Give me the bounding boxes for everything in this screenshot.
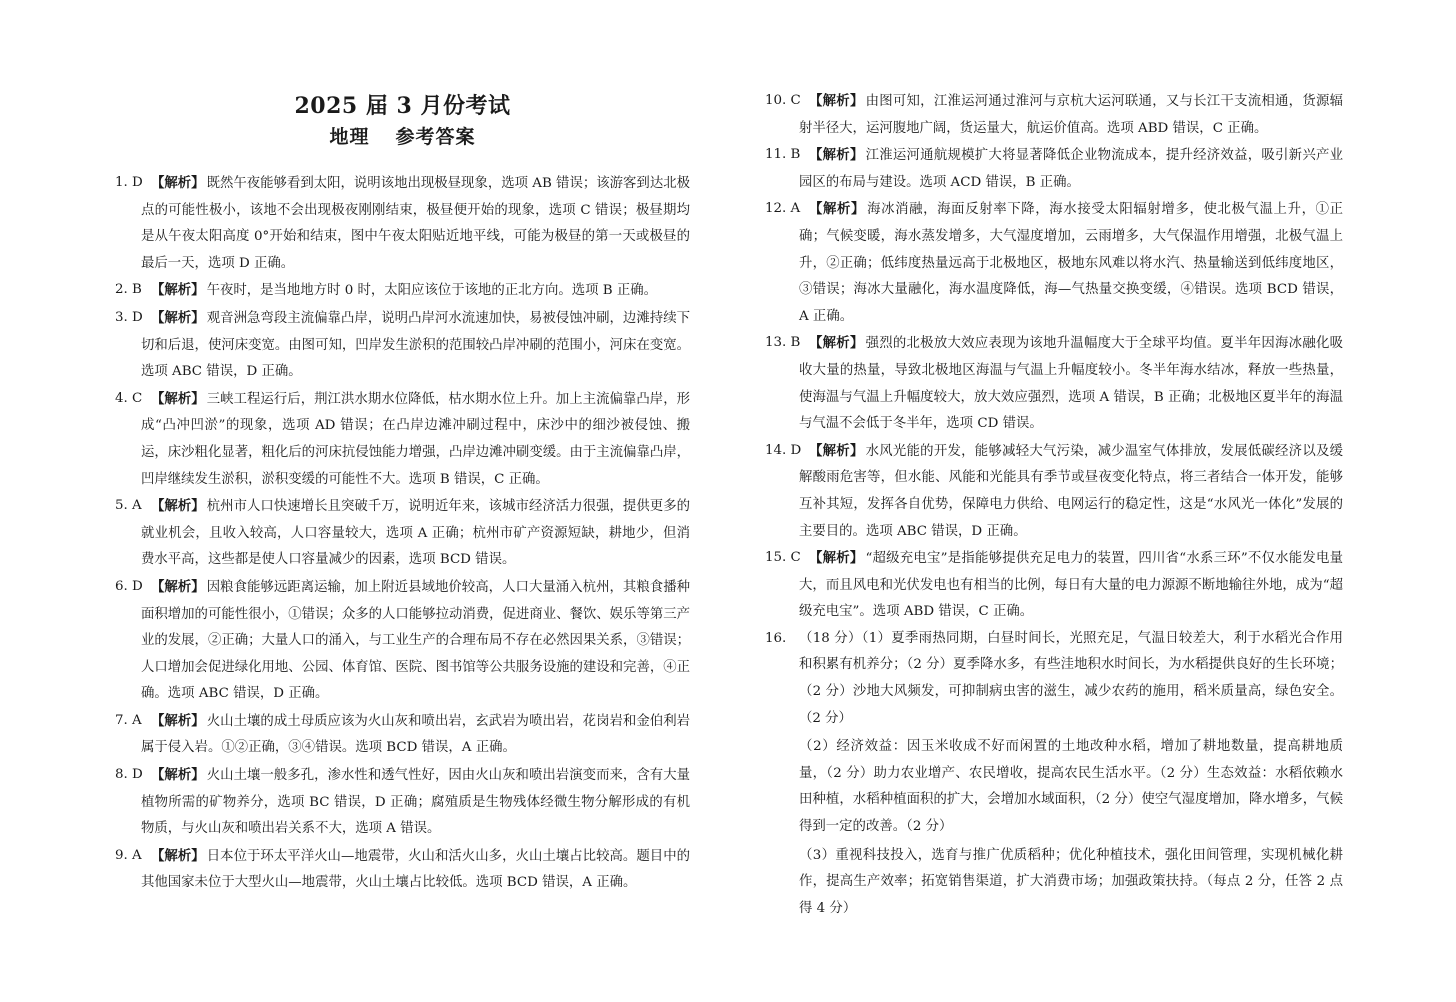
answer-text: 强烈的北极放大效应表现为该地升温幅度大于全球平均值。夏半年因海冰融化吸收大量的热量，导致北极地区海温与气温上升幅度较小。冬半年海水结冰，释放一些热量，使海温与气温上升幅度较大，放大效应强烈，选项 A 错误，B 正确；北极地区夏半年的海温与气温不会低于冬半年，选项 CD 错误。: [799, 336, 1344, 432]
answer-item-10: 10. C 【解析】 由图可知，江淮运河通过淮河与京杭大运河联通，又与长江干支流相通，货源辐射半径大，运河腹地广阔，货运量大，航运价值高。选项 ABD 错误，C 正确。: [765, 93, 1344, 136]
answer-item-12: 12. A 【解析】 海冰消融，海面反射率下降，海水接受太阳辐射增多，使北极气温上升，①正确；气候变暖，海水蒸发增多，大气湿度增加，云雨增多，大气保温作用增强，北极气温上升，②正确；低纬度热量远高于北极地区，极地东风难以将水汽、热量输送到低纬度地区，③错误；海冰大量融化，海水温度降低，海—气热量交换变缓，④错误。选项 BCD 错误，A 正确。: [765, 201, 1344, 324]
answer-text: 观音洲急弯段主流偏靠凸岸，说明凸岸河水流速加快，易被侵蚀冲刷，边滩持续下切和后退，使河床变宽。由图可知，凹岸发生淤积的范围较凸岸冲刷的范围小，河床在变宽。选项 ABC 错误，D 正确。: [141, 310, 691, 380]
answer-item-14: 14. D 【解析】 水风光能的开发，能够减轻大气污染，减少温室气体排放，发展低碳经济以及缓解酸雨危害等，但水能、风能和光能具有季节或昼夜变化特点，将三者结合一体开发，能够互补其短，发挥各自优势，保障电力供给、电网运行的稳定性，这是“水风光一体化”发展的主要目的。选项 ABC 错误，D 正确。: [765, 442, 1344, 539]
q16-part-3: （3）重视科技投入，选育与推广优质稻种；优化种植技术，强化田间管理，实现机械化耕作，提高生产效率；拓宽销售渠道，扩大消费市场；加强政策扶持。（每点 2 分，任答 2 点得 4 分）: [799, 847, 1343, 916]
analysis-tag: 【解析】: [151, 175, 205, 191]
analysis-tag: 【解析】: [809, 147, 864, 164]
analysis-tag: 【解析】: [809, 550, 864, 567]
q16-score: （18 分）: [799, 630, 862, 646]
answer-text: “超级充电宝”是指能够提供充足电力的装置，四川省“水系三环”不仅水能发电量大，而且风电和光伏发电也有相当的比例，每日有大量的电力源源不断地输往外地，成为“超级充电宝”。选项 ABD 错误，C 正确。: [799, 551, 1343, 620]
document-header: [115, 90, 690, 152]
exam-title: 2025 届 3 月份考试: [294, 93, 511, 119]
analysis-tag: 【解析】: [809, 442, 864, 459]
analysis-tag: 【解析】: [151, 767, 205, 784]
answer-item-13: 13. B 【解析】 强烈的北极放大效应表现为该地升温幅度大于全球平均值。夏半年因海冰融化吸收大量的热量，导致北极地区海温与气温上升幅度较小。冬半年海水结冰，释放一些热量，使海温与气温上升幅度较大，放大效应强烈，选项 A 错误，B 正确；北极地区夏半年的海温与气温不会低于冬半年，选项 CD 错误。: [765, 335, 1344, 432]
analysis-tag: 【解析】: [151, 390, 205, 407]
subject-label: 地理: [329, 126, 370, 148]
answer-text: 水风光能的开发，能够减轻大气污染，减少温室气体排放，发展低碳经济以及缓解酸雨危害等，但水能、风能和光能具有季节或昼夜变化特点，将三者结合一体开发，能够互补其短，发挥各自优势，保障电力供给、电网运行的稳定性，这是“水风光一体化”发展的主要目的。选项 ABC 错误，D 正确。: [799, 443, 1344, 539]
answer-item-8: 8. D 【解析】 火山土壤一般多孔，渗水性和透气性好，因由火山灰和喷出岩演变而来，含有大量植物所需的矿物养分，选项 BC 错误，D 正确；腐殖质是生物残体经微生物分解形成的有机物质，与火山灰和喷出岩关系不大，选项 A 错误。: [115, 767, 691, 837]
answer-item-15: 15. C 【解析】 “超级充电宝”是指能够提供充足电力的装置，四川省“水系三环”不仅水能发电量大，而且风电和光伏发电也有相当的比例，每日有大量的电力源源不断地输往外地，成为“超级充电宝”。选项 ABD 错误，C 正确。: [765, 550, 1343, 620]
answer-text: 既然午夜能够看到太阳，说明该地出现极昼现象，选项 AB 错误；该游客到达北极点的可能性极小，该地不会出现极夜刚刚结束，极昼便开始的现象，选项 C 错误；极昼期均是从午夜太阳高度 0°开始和结束，图中午夜太阳贴近地平线，可能为极昼的第一天或极昼的最后一天，选项 D 正确。: [141, 176, 690, 271]
answer-item-9: 9. A 【解析】 日本位于环太平洋火山—地震带，火山和活火山多，火山土壤占比较高。题目中的其他国家未位于大型火山—地震带，火山土壤占比较低。选项 BCD 错误，A 正确。: [115, 847, 691, 891]
analysis-tag: 【解析】: [809, 201, 866, 218]
q16-part-2: （2）经济效益：因玉米收成不好而闲置的土地改种水稻，增加了耕地数量，提高耕地质量，（2 分）助力农业增产、农民增收，提高农民生活水平。（2 分）生态效益：水稻依赖水田种植，水稻种植面积的扩大，会增加水域面积，（2 分）使空气湿度增加，降水增多，气候得到一定的改善。（2 分）: [799, 739, 1343, 835]
answer-text: 火山土壤一般多孔，渗水性和透气性好，因由火山灰和喷出岩演变而来，含有大量植物所需的矿物养分，选项 BC 错误，D 正确；腐殖质是生物残体经微生物分解形成的有机物质，与火山灰和喷出岩关系不大，选项 A 错误。: [141, 768, 691, 837]
right-column: [765, 88, 1343, 922]
analysis-tag: 【解析】: [809, 335, 864, 352]
answer-text: 海冰消融，海面反射率下降，海水接受太阳辐射增多，使北极气温上升，①正确；气候变暖，海水蒸发增多，大气湿度增加，云雨增多，大气保温作用增强，北极气温上升，②正确；低纬度热量远高于北极地区，极地东风难以将水汽、热量输送到低纬度地区，③错误；海冰大量融化，海水温度降低，海—气热量交换变缓，④错误。选项 BCD 错误，A 正确。: [799, 202, 1344, 324]
answer-text: 由图可知，江淮运河通过淮河与京杭大运河联通，又与长江干支流相通，货源辐射半径大，运河腹地广阔，货运量大，航运价值高。选项 ABD 错误，C 正确。: [799, 94, 1344, 136]
answer-item-4: 4. C 【解析】 三峡工程运行后，荆江洪水期水位降低，枯水期水位上升。加上主流偏靠凸岸，形成“凸冲凹淤”的现象，选项 AD 错误；在凸岸边滩冲刷过程中，床沙中的细沙被侵蚀、搬运，床沙粗化显著，粗化后的河床抗侵蚀能力增强，凸岸边滩冲刷变缓。由于主流偏靠凸岸，凹岸继续发生淤积，淤积变缓的可能性不大。选项 B 错误，C 正确。: [115, 390, 691, 487]
answer-text: 江淮运河通航规模扩大将显著降低企业物流成本，提升经济效益，吸引新兴产业园区的布局与建设。选项 ACD 错误，B 正确。: [799, 148, 1344, 190]
analysis-tag: 【解析】: [151, 282, 205, 299]
answer-item-3: 3. D 【解析】 观音洲急弯段主流偏靠凸岸，说明凸岸河水流速加快，易被侵蚀冲刷，边滩持续下切和后退，使河床变宽。由图可知，凹岸发生淤积的范围较凸岸冲刷的范围小，河床在变宽。选项 ABC 错误，D 正确。: [115, 309, 691, 380]
answer-text: 日本位于环太平洋火山—地震带，火山和活火山多，火山土壤占比较高。题目中的其他国家未位于大型火山—地震带，火山土壤占比较低。选项 BCD 错误，A 正确。: [141, 848, 691, 891]
answer-item-1: 1. D 【解析】 既然午夜能够看到太阳，说明该地出现极昼现象，选项 AB 错误；该游客到达北极点的可能性极小，该地不会出现极夜刚刚结束，极昼便开始的现象，选项 C 错误；极昼期均是从午夜太阳高度 0°开始和结束，图中午夜太阳贴近地平线，可能为极昼的第一天或极昼的最后一天，选项 D 正确。: [115, 175, 690, 271]
q16-part-1: [799, 626, 1343, 732]
exam-subtitle: [115, 122, 690, 152]
answer-text: 三峡工程运行后，荆江洪水期水位降低，枯水期水位上升。加上主流偏靠凸岸，形成“凸冲凹淤”的现象，选项 AD 错误；在凸岸边滩冲刷过程中，床沙中的细沙被侵蚀、搬运，床沙粗化显著，粗化后的河床抗侵蚀能力增强，凸岸边滩冲刷变缓。由于主流偏靠凸岸，凹岸继续发生淤积，淤积变缓的可能性不大。选项 B 错误，C 正确。: [141, 391, 691, 487]
answer-item-11: 11. B 【解析】 江淮运河通航规模扩大将显著降低企业物流成本，提升经济效益，吸引新兴产业园区的布局与建设。选项 ACD 错误，B 正确。: [765, 147, 1344, 190]
analysis-tag: 【解析】: [809, 93, 864, 109]
answer-item-6: 6. D 【解析】 因粮食能够远距离运输，加上附近县域地价较高，人口大量涌入杭州，其粮食播种面积增加的可能性很小，①错误；众多的人口能够拉动消费，促进商业、餐饮、娱乐等第三产业的发展，②正确；大量人口的涌入，与工业生产的合理布局不存在必然因果关系，③错误；人口增加会促进绿化用地、公园、体育馆、医院、图书馆等公共服务设施的建设和完善，④正确。选项 ABC 错误，D 正确。: [115, 578, 691, 702]
answer-text: 因粮食能够远距离运输，加上附近县域地价较高，人口大量涌入杭州，其粮食播种面积增加的可能性很小，①错误；众多的人口能够拉动消费，促进商业、餐饮、娱乐等第三产业的发展，②正确；大量人口的涌入，与工业生产的合理布局不存在必然因果关系，③错误；人口增加会促进绿化用地、公园、体育馆、医院、图书馆等公共服务设施的建设和完善，④正确。选项 ABC 错误，D 正确。: [141, 579, 691, 702]
left-column: [115, 170, 690, 897]
analysis-tag: 【解析】: [151, 712, 205, 729]
doc-type-label: 参考答案: [395, 126, 476, 148]
q16-part-1-text: （1）夏季雨热同期，白昼时间长，光照充足，气温日较差大，利于水稻光合作用和积累有机养分；（2 分）夏季降水多，有些洼地积水时间长，为水稻提供良好的生长环境；（2 分）沙地大风频发，可抑制病虫害的滋生，减少农药的施用，稻米质量高，绿色安全。（2 分）: [799, 630, 1343, 726]
analysis-tag: 【解析】: [151, 309, 205, 326]
answer-item-7: 7. A 【解析】 火山土壤的成土母质应该为火山灰和喷出岩，玄武岩为喷出岩，花岗岩和金伯利岩属于侵入岩。①②正确，③④错误。选项 BCD 错误，A 正确。: [115, 712, 691, 756]
answer-text: 火山土壤的成土母质应该为火山灰和喷出岩，玄武岩为喷出岩，花岗岩和金伯利岩属于侵入岩。①②正确，③④错误。选项 BCD 错误，A 正确。: [141, 713, 691, 756]
analysis-tag: 【解析】: [151, 578, 205, 595]
answer-item-16: 16. （18 分）（1）夏季雨热同期，白昼时间长，光照充足，气温日较差大，利于水稻光合作用和积累有机养分；（2 分）夏季降水多，有些洼地积水时间长，为水稻提供良好的生长环境；（2 分）沙地大风频发，可抑制病虫害的滋生，减少农药的施用，稻米质量高，绿色安全。（2 分） （2）经济效益：因玉米收成不好而闲置的土地改种水稻，增加了耕地数量，提高耕地质量，（2 分）助力农业增产、农民增收，提高农民生活水平。（2 分）生态效益：水稻依赖水田种植，水稻种植面积的扩大，会增加水域面积，（2 分）使空气湿度增加，降水增多，气候得到一定的改善。（2 分） （3）重视科技投入，选育与推广优质稻种；优化种植技术，强化田间管理，实现机械化耕作，提高生产效率；拓宽销售渠道，扩大消费市场；加强政策扶持。（每点 2 分，任答 2 点得 4 分）: [765, 626, 1343, 923]
answer-text: 午夜时，是当地地方时 0 时，太阳应该位于该地的正北方向。选项 B 正确。: [206, 283, 658, 299]
answer-item-2: 2. B 【解析】 午夜时，是当地地方时 0 时，太阳应该位于该地的正北方向。选项 B 正确。: [115, 282, 658, 299]
analysis-tag: 【解析】: [151, 847, 205, 864]
answer-text: 杭州市人口快速增长且突破千万，说明近年来，该城市经济活力很强，提供更多的就业机会，且收入较高，人口容量较大，选项 A 正确；杭州市矿产资源短缺，耕地少，但消费水平高，这些都是使人口容量减少的因素，选项 BCD 错误。: [141, 499, 691, 568]
analysis-tag: 【解析】: [151, 498, 205, 515]
answer-item-5: 5. A 【解析】 杭州市人口快速增长且突破千万，说明近年来，该城市经济活力很强，提供更多的就业机会，且收入较高，人口容量较大，选项 A 正确；杭州市矿产资源短缺，耕地少，但消费水平高，这些都是使人口容量减少的因素，选项 BCD 错误。: [115, 498, 691, 568]
